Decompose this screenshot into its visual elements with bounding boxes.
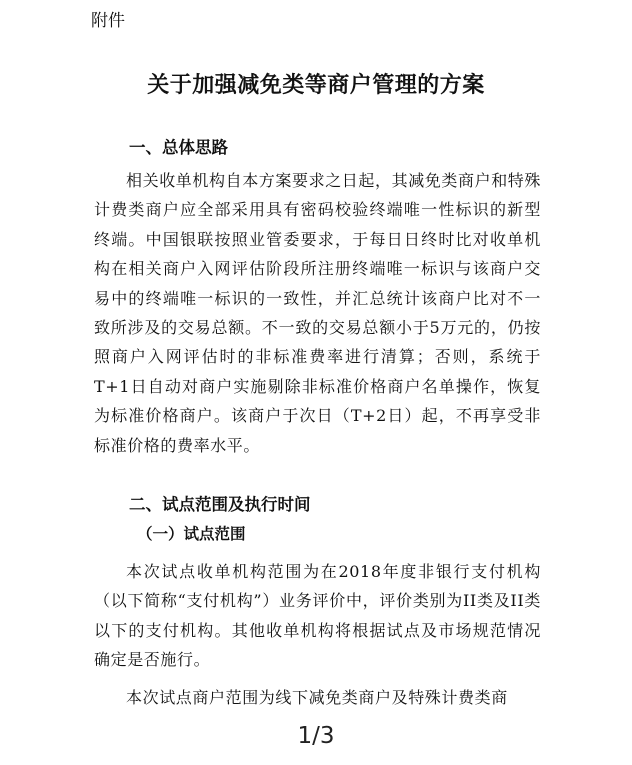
section-heading-overall-approach: 一、总体思路 — [129, 138, 228, 157]
section-paragraph: 本次试点收单机构范围为在2018年度非银行支付机构（以下简称“支付机构”）业务评价中，评价类别为II类及II类以下的支付机构。其他收单机构将根据试点及市场规范情况确定是否施行。 — [94, 562, 541, 670]
attachment-label: 附件 — [91, 11, 125, 31]
document-title: 关于加强减免类等商户管理的方案 — [147, 72, 485, 98]
section-paragraph: 相关收单机构自本方案要求之日起，其减免类商户和特殊计费类商户应全部采用具有密码校验终端唯一性标识的新型终端。中国银联按照业管委要求，于每日日终时比对收单机构在相关商户入网评估阶段所注册终端唯一标识与该商户交易中的终端唯一标识的一致性，并汇总统计该商户比对不一致所涉及的交易总额。不一致的交易总额小于5万元的，仍按照商户入网评估时的非标准费率进行清算；否则，系统于T+1日自动对商户实施剔除非标准价格商户名单操作，恢复为标准价格商户。该商户于次日（T+2日）起，不再享受非标准价格的费率水平。 — [94, 171, 542, 455]
section-paragraph: 本次试点商户范围为线下减免类商户及特殊计费类商 — [126, 688, 508, 707]
page-indicator: 1/3 — [297, 723, 335, 749]
section-heading-pilot-scope: 二、试点范围及执行时间 — [129, 495, 311, 514]
subsection-heading-pilot-scope: （一）试点范围 — [137, 524, 246, 543]
